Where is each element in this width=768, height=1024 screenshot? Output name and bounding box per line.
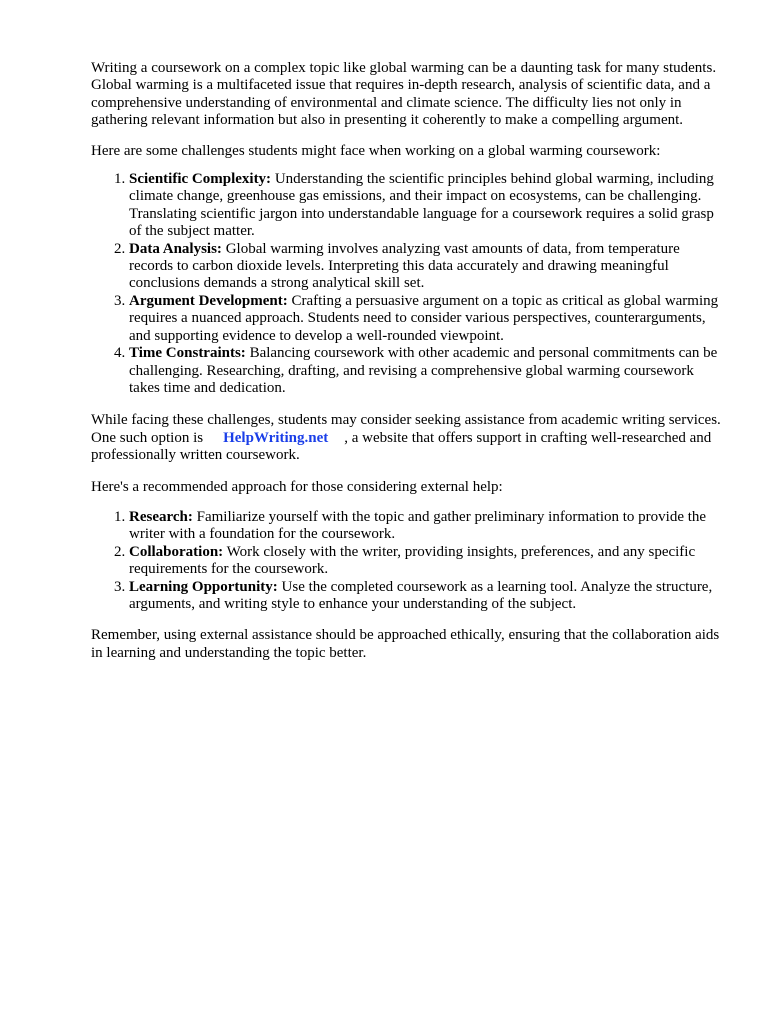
approach-intro-paragraph: Here's a recommended approach for those considering external help:	[91, 478, 503, 495]
list-item-term: Time Constraints:	[129, 345, 246, 362]
list-item-term: Collaboration:	[129, 543, 224, 560]
closing-paragraph: Remember, using external assistance should be approached ethically, ensuring that the collaboration aids in learning and understanding the topic better.	[91, 627, 720, 661]
list-item-term: Research:	[129, 508, 193, 525]
list-item-text: Use the completed coursework as a learning tool. Analyze the structure, arguments, and writing style to enhance your understanding of the subject.	[129, 578, 713, 612]
list-item-research	[129, 509, 721, 544]
assistance-text-before: While facing these challenges, students may consider seeking assistance from academic writing services. One such option is	[91, 412, 721, 446]
document-page	[91, 60, 721, 662]
list-item-text: Understanding the scientific principles behind global warming, including climate change, greenhouse gas emissions, and their impact on ecosystems, can be challenging. Translating scientific jargon into understandable language for a coursework requires a solid grasp of the subject matter.	[129, 171, 714, 240]
list-item-time-constraints	[129, 345, 721, 397]
assistance-text-after: , a website that offers support in crafting well-researched and professionally written coursework.	[91, 429, 712, 464]
list-item-term: Argument Development:	[129, 292, 288, 309]
list-item-scientific-complexity	[129, 171, 721, 241]
list-item-data-analysis	[129, 241, 721, 293]
list-item-term: Data Analysis:	[129, 240, 222, 257]
list-item-text: Familiarize yourself with the topic and gather preliminary information to provide the writer with a foundation for the coursework.	[129, 508, 707, 543]
helpwriting-link[interactable]: HelpWriting.net	[223, 429, 329, 446]
list-item-collaboration	[129, 544, 721, 579]
list-item-term: Scientific Complexity:	[129, 171, 272, 188]
list-item-text: Balancing coursework with other academic and personal commitments can be challenging. Researching, drafting, and revising a comprehensive global warming coursework takes time and dedication.	[129, 345, 718, 396]
intro-paragraph: Writing a coursework on a complex topic like global warming can be a daunting task for many students. Global warming is a multifaceted issue that requires in-depth research, analysis of scientific data, and a comprehensive understanding of environmental and climate science. The difficulty lies not only in gathering relevant information but also in presenting it coherently to make a compelling argument.	[91, 60, 717, 129]
assistance-paragraph	[91, 412, 721, 464]
list-item-argument-development	[129, 293, 721, 345]
list-item-text: Global warming involves analyzing vast amounts of data, from temperature records to carbon dioxide levels. Interpreting this data accurately and drawing meaningful conclusions demands a strong analytical skill set.	[129, 240, 680, 292]
approach-list	[91, 509, 721, 613]
list-item-text: Work closely with the writer, providing insights, preferences, and any specific requirements for the coursework.	[129, 543, 696, 578]
list-item-term: Learning Opportunity:	[129, 578, 278, 595]
list-item-learning-opportunity	[129, 579, 721, 614]
list-item-text: Crafting a persuasive argument on a topic as critical as global warming requires a nuanced approach. Students need to consider various perspectives, counterarguments, and supporting evidence to develop a well-rounded viewpoint.	[129, 292, 719, 344]
challenges-intro-paragraph: Here are some challenges students might face when working on a global warming coursework:	[91, 142, 661, 159]
challenges-list	[91, 171, 721, 397]
